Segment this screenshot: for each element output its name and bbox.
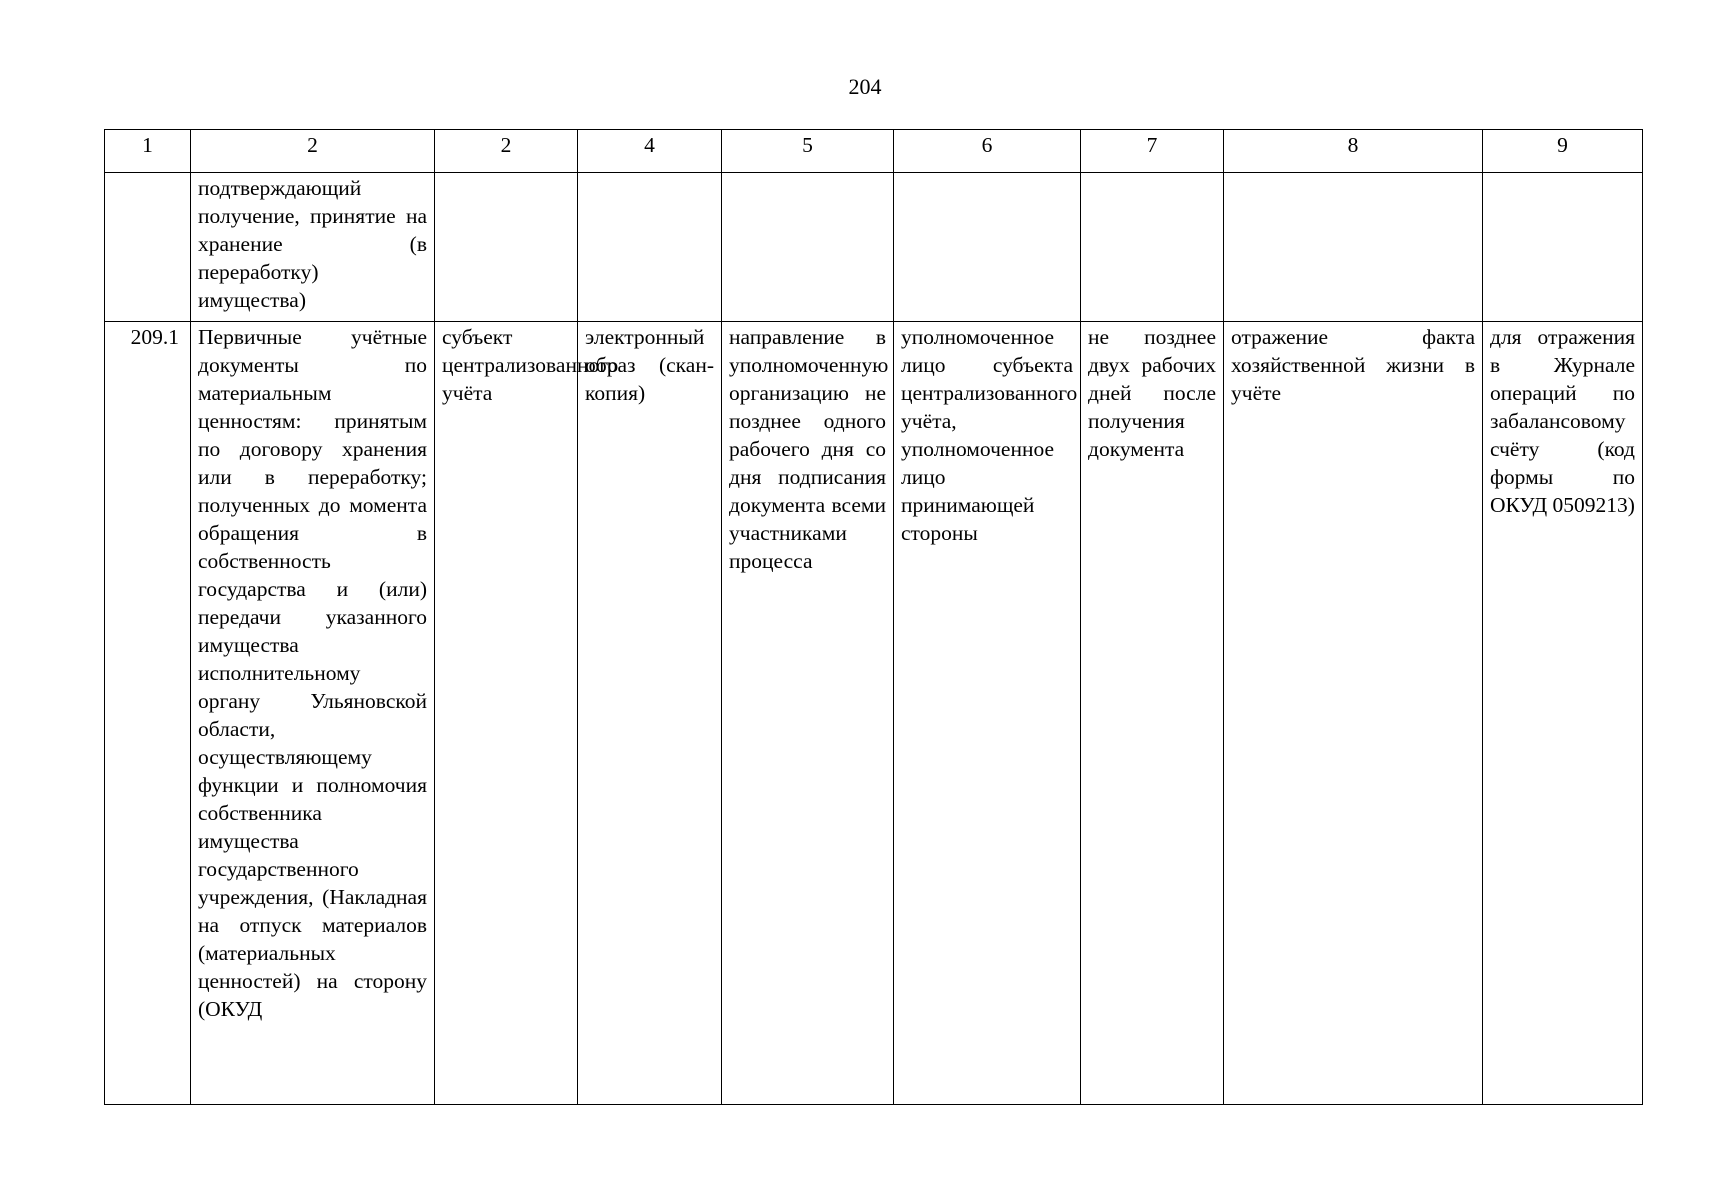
submission-deadline-cell: направление в уполномоченную организацию не позднее одного рабочего дня со дня подписания документа всеми участниками процесса (722, 322, 894, 1105)
row-number-cell (105, 173, 191, 322)
document-name-cell: подтверждающий получение, принятие на хранение (в переработку) имущества) (191, 173, 435, 322)
table-header-row (105, 130, 1643, 173)
accounting-action-cell: отражение факта хозяйственной жизни в учёте (1224, 322, 1483, 1105)
table-row-continuation (105, 173, 1643, 322)
header-cell: 8 (1224, 130, 1483, 173)
purpose-cell: для отражения в Журнале операций по забалансовому счёту (код формы по ОКУД 0509213) (1483, 322, 1643, 1105)
header-cell: 2 (435, 130, 578, 173)
header-cell: 4 (578, 130, 722, 173)
table-cell (578, 173, 722, 322)
header-cell: 5 (722, 130, 894, 173)
responsible-party-cell: субъект централизованного учёта (435, 322, 578, 1105)
document-format-cell: электронный образ (скан-копия) (578, 322, 722, 1105)
row-number-cell: 209.1 (105, 322, 191, 1105)
table-row-209-1 (105, 322, 1643, 1105)
register-table (104, 129, 1643, 1105)
header-cell: 6 (894, 130, 1081, 173)
table-cell (894, 173, 1081, 322)
table-cell (722, 173, 894, 322)
header-cell: 1 (105, 130, 191, 173)
table-cell (435, 173, 578, 322)
document-name-cell: Первичные учётные документы по материальным ценностям: принятым по договору хранения или в переработку; полученных до момента обращения в собственность государства и (или) передачи указанного имущества исполнительному органу Ульяновской области, осуществляющему функции и полномочия собственника имущества государственного учреждения, (Накладная на отпуск материалов (материальных ценностей) на сторону (ОКУД (191, 322, 435, 1105)
table-cell (1483, 173, 1643, 322)
header-cell: 2 (191, 130, 435, 173)
header-cell: 7 (1081, 130, 1224, 173)
table-cell (1081, 173, 1224, 322)
table-cell (1224, 173, 1483, 322)
page-number: 204 (848, 74, 882, 99)
header-cell: 9 (1483, 130, 1643, 173)
signatory-cell: уполномоченное лицо субъекта централизованного учёта, уполномоченное лицо принимающей стороны (894, 322, 1081, 1105)
processing-deadline-cell: не позднее двух рабочих дней после получения документа (1081, 322, 1224, 1105)
